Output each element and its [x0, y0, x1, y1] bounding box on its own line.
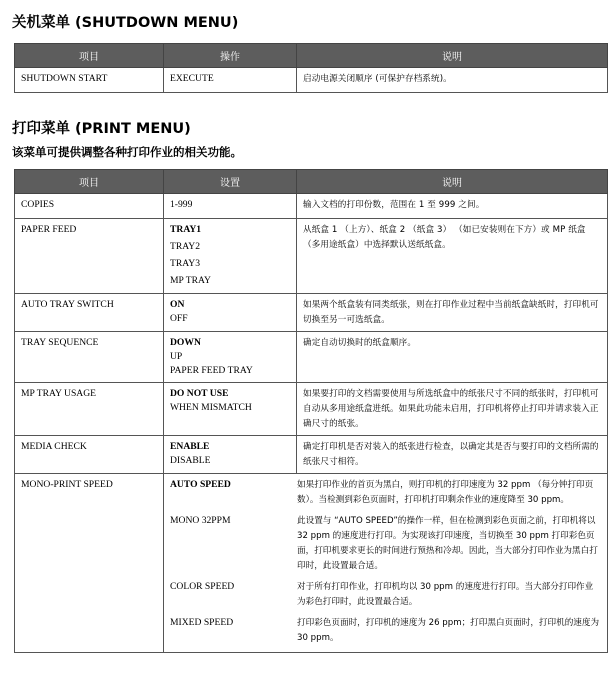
mono-sub-desc: 如果打印作业的首页为黑白，则打印机的打印速度为 32 ppm （每分钟打印页数）。当检测到彩色页面时，打印机打印剩余作业的速度降至 30 ppm。 [297, 480, 594, 505]
mono-print-speed-settings [164, 474, 608, 653]
mono-print-speed-item: MONO-PRINT SPEED [15, 474, 164, 653]
mono-sub-row [170, 508, 601, 574]
print-menu-title: 打印菜单 (PRINT MENU) [12, 121, 191, 137]
tray-sequence-options [164, 332, 297, 383]
paper-feed-item: PAPER FEED [15, 219, 164, 294]
mono-sub-desc: 对于所有打印作业，打印机均以 30 ppm 的速度进行打印。当大部分打印作业为彩色打印时，此设置最合适。 [297, 582, 594, 607]
shutdown-header-item: 项目 [15, 44, 164, 68]
mono-sub-desc: 此设置与 “AUTO SPEED”的操作一样，但在检测到彩色页面之前，打印机将以 32 ppm 的速度进行打印。为实现该打印速度，当切换至 30 ppm 打印彩色页面，打印机要求更长的时间进行预热和冷却。因此，当大部分打印作业为黑白打印时，此设置最合适。 [297, 516, 598, 571]
option: MP TRAY [170, 275, 211, 286]
tray-sequence-item: TRAY SEQUENCE [15, 332, 164, 383]
option: TRAY2 [170, 241, 201, 252]
shutdown-start-action: EXECUTE [164, 68, 297, 93]
mp-tray-usage-desc: 如果要打印的文档需要使用与所选纸盒中的纸张尺寸不同的纸张时，打印机可自动从多用途纸盒进纸。如果此功能未启用，打印机将停止打印并请求装入正确尺寸的纸张。 [297, 383, 608, 436]
auto-tray-switch-desc: 如果两个纸盒装有同类纸张，则在打印作业过程中当前纸盒缺纸时，打印机可切换至另一可选纸盒。 [297, 294, 608, 332]
shutdown-start-item: SHUTDOWN START [15, 68, 164, 93]
print-header-item: 项目 [15, 170, 164, 194]
print-menu-intro: 该菜单可提供调整各种打印作业的相关功能。 [12, 145, 242, 159]
option: OFF [170, 313, 188, 324]
media-check-options [164, 436, 297, 474]
option: UP [170, 351, 183, 362]
shutdown-menu-table [14, 43, 608, 93]
print-header-desc: 说明 [297, 170, 608, 194]
auto-tray-switch-options [164, 294, 297, 332]
table-row [15, 436, 608, 474]
paper-feed-options [164, 219, 297, 294]
option: MIXED SPEED [170, 617, 234, 628]
copies-desc: 输入文档的打印份数，范围在 1 至 999 之间。 [297, 194, 608, 219]
shutdown-header-action: 操作 [164, 44, 297, 68]
table-row [15, 68, 608, 93]
option: WHEN MISMATCH [170, 402, 252, 413]
option: PAPER FEED TRAY [170, 365, 253, 376]
option: 1-999 [170, 199, 193, 210]
option: ON [170, 299, 185, 310]
tray-sequence-desc: 确定自动切换时的纸盒顺序。 [297, 332, 608, 383]
option: TRAY3 [170, 258, 201, 269]
table-row [15, 219, 608, 294]
copies-options [164, 194, 297, 219]
copies-item: COPIES [15, 194, 164, 219]
table-row [15, 383, 608, 436]
table-row [15, 194, 608, 219]
option: MONO 32PPM [170, 515, 231, 526]
paper-feed-desc: 从纸盒 1 （上方）、纸盒 2 （纸盒 3） （如已安装则在下方）或 MP 纸盒 （多用途纸盒）中选择默认送纸纸盒。 [297, 219, 608, 294]
option: COLOR SPEED [170, 581, 235, 592]
mono-sub-desc: 打印彩色页面时，打印机的速度为 26 ppm；打印黑白页面时，打印机的速度为 30 ppm。 [297, 618, 600, 643]
shutdown-start-desc: 启动电源关闭顺序 (可保护存档系统)。 [297, 68, 608, 93]
shutdown-menu-title: 关机菜单 (SHUTDOWN MENU) [12, 15, 239, 31]
option: DISABLE [170, 455, 211, 466]
media-check-desc: 确定打印机是否对装入的纸张进行检查，以确定其是否与要打印的文档所需的纸张尺寸相符。 [297, 436, 608, 474]
print-menu-table [14, 169, 608, 653]
shutdown-header-desc: 说明 [297, 44, 608, 68]
mp-tray-usage-item: MP TRAY USAGE [15, 383, 164, 436]
option: DOWN [170, 337, 201, 348]
table-row [15, 294, 608, 332]
mono-sub-row [170, 478, 601, 508]
option: AUTO SPEED [170, 479, 231, 490]
auto-tray-switch-item: AUTO TRAY SWITCH [15, 294, 164, 332]
print-header-setting: 设置 [164, 170, 297, 194]
mono-sub-row [170, 610, 601, 646]
mono-sub-row [170, 574, 601, 610]
option: TRAY1 [170, 224, 202, 235]
table-row [15, 332, 608, 383]
table-row [15, 474, 608, 653]
option: DO NOT USE [170, 388, 229, 399]
option: ENABLE [170, 441, 210, 452]
media-check-item: MEDIA CHECK [15, 436, 164, 474]
mp-tray-usage-options [164, 383, 297, 436]
